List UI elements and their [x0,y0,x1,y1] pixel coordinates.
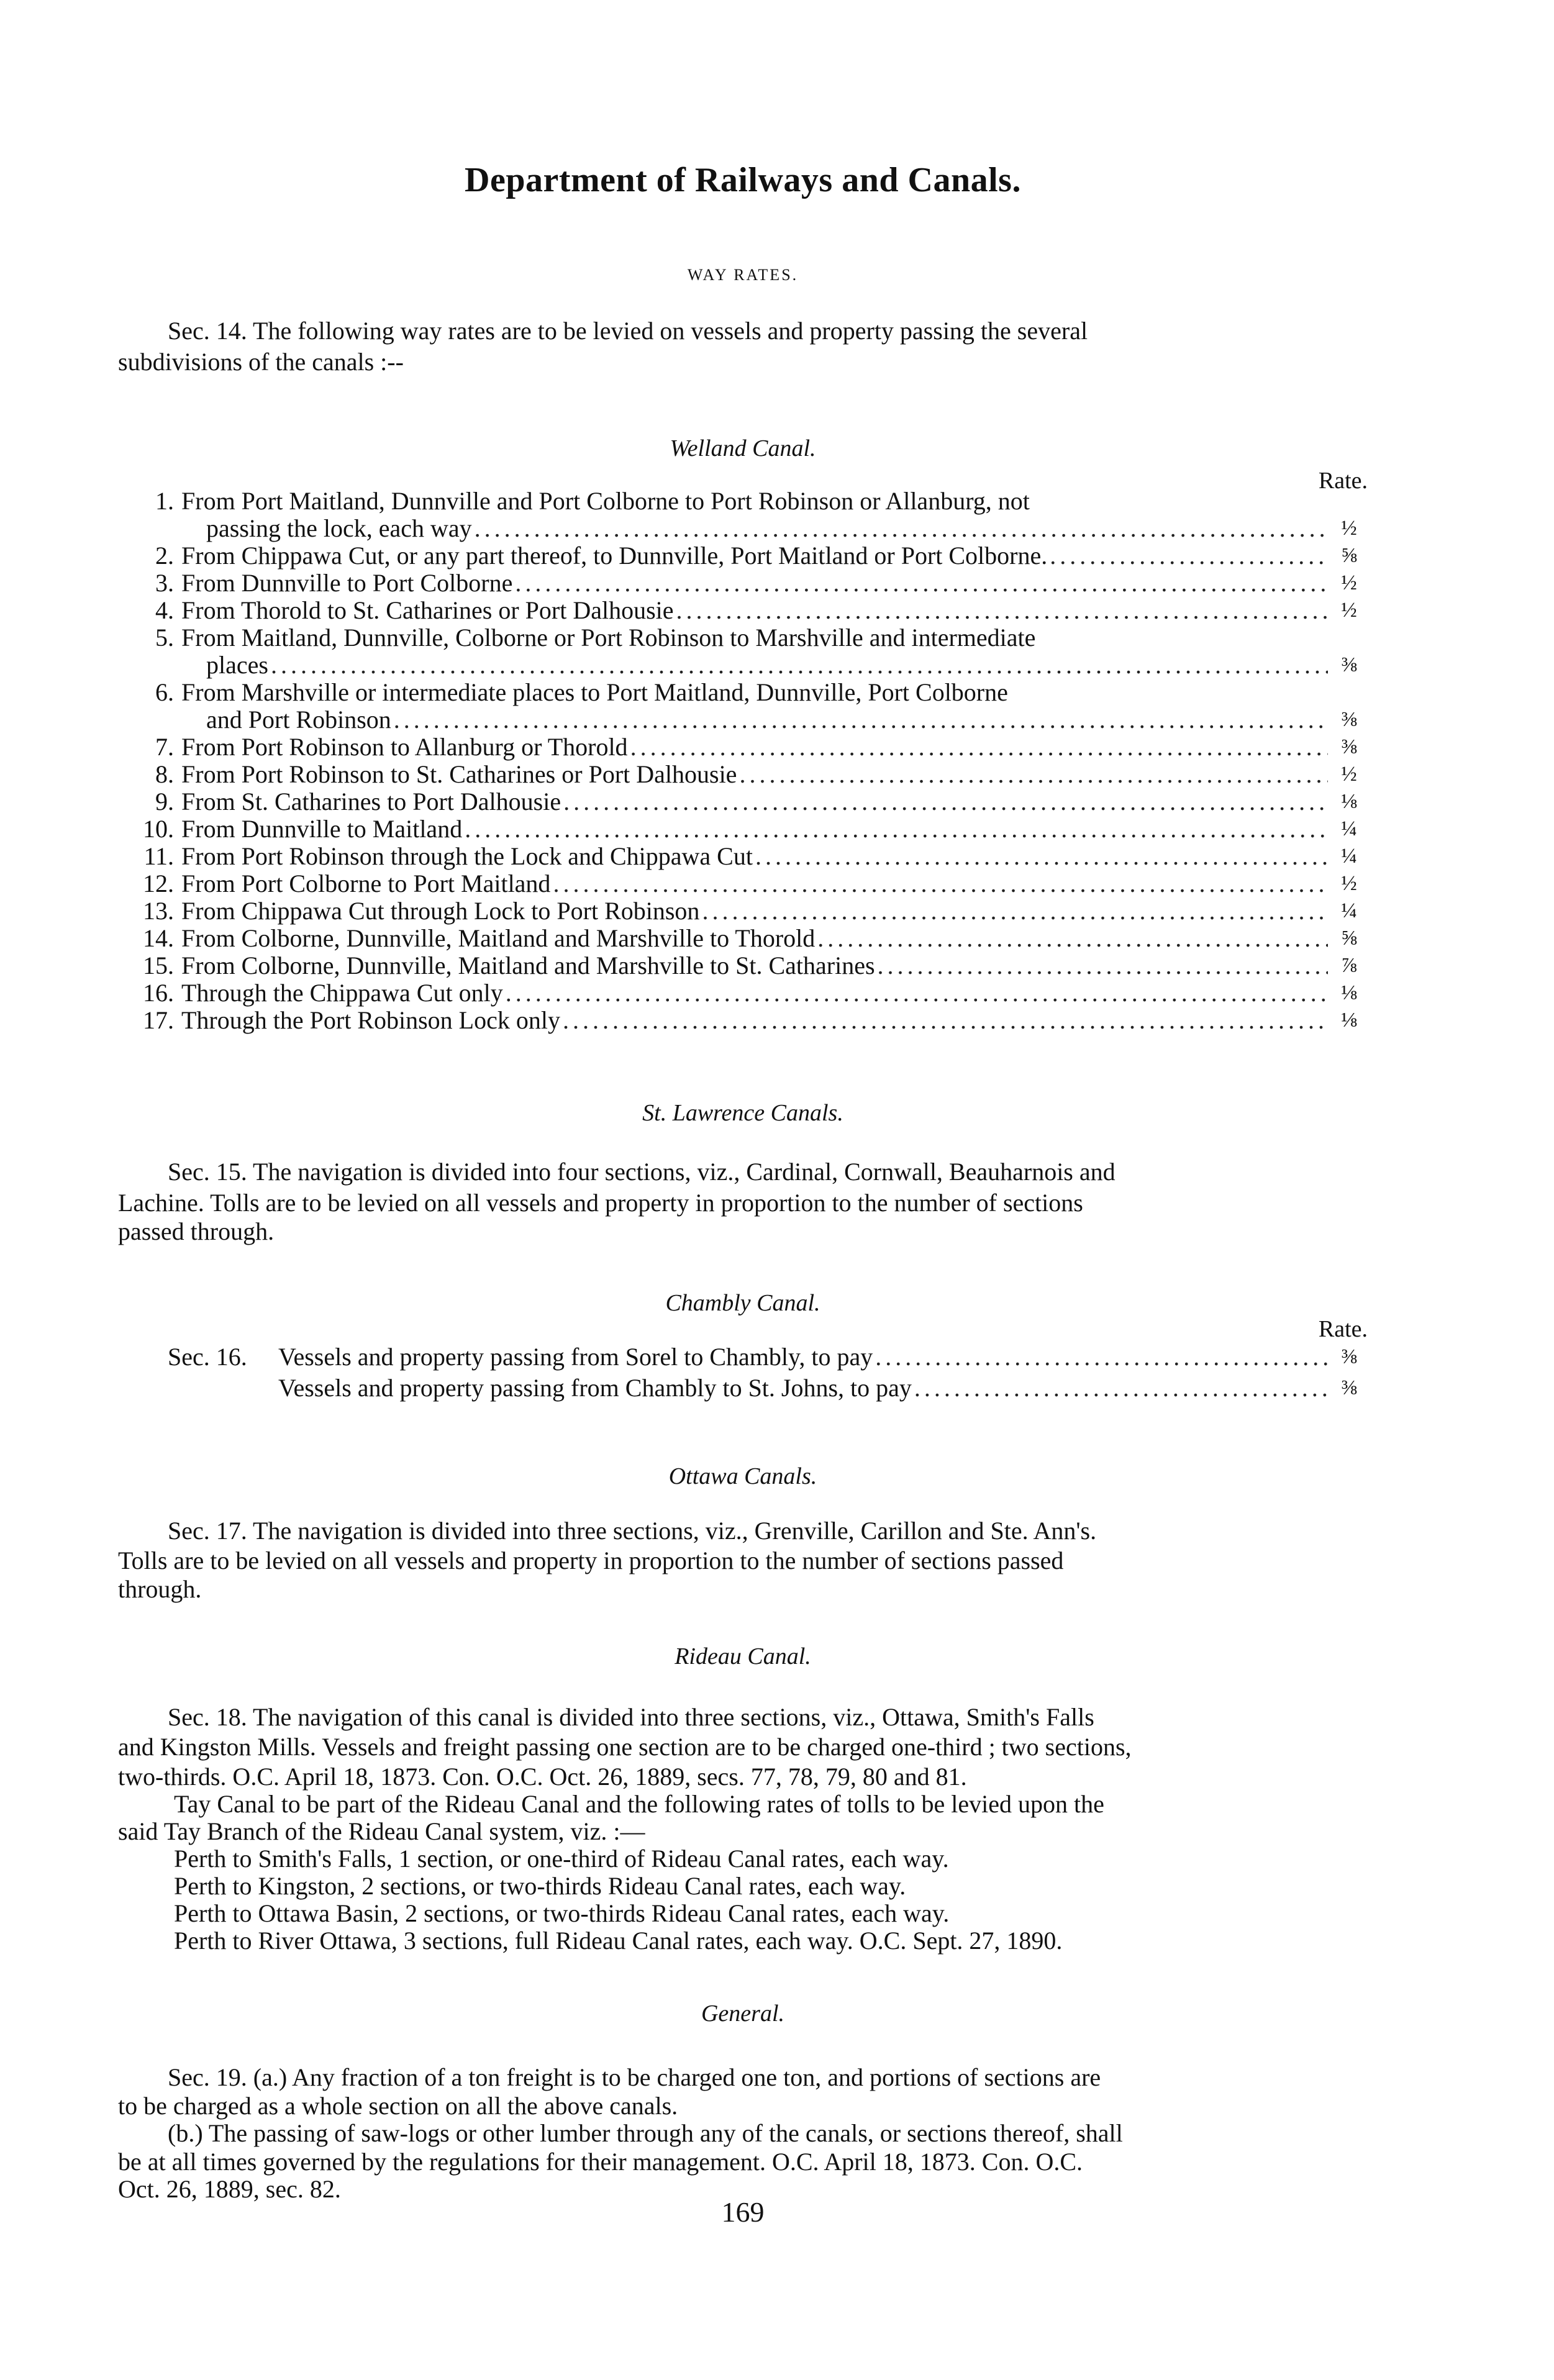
rate-row [118,870,1368,897]
rate-row-continuation [118,706,1368,734]
row-number: 17. [143,1006,174,1034]
row-rate: ⅝ [1341,927,1357,950]
row-number: 10. [143,815,174,843]
rate-row [118,843,1368,870]
row-text: Through the Port Robinson Lock only [181,1006,560,1034]
ottawa-line-1: Sec. 17. The navigation is divided into three sections, viz., Grenville, Carillon and Ste. Ann's. [168,1517,1097,1545]
rate-row-continuation [118,515,1368,542]
row-text: Through the Chippawa Cut only [181,979,503,1007]
rideau-line-6: Perth to Smith's Falls, 1 section, or one-third of Rideau Canal rates, each way. [174,1845,949,1873]
stlawrence-line-3: passed through. [118,1217,275,1245]
rate-row [118,897,1368,925]
general-line-4: be at all times governed by the regulations for their management. O.C. April 18, 1873. Con. O.C. [118,2148,1083,2176]
row-text: From Maitland, Dunnville, Colborne or Port Robinson to Marshville and intermediate [181,624,1036,652]
row-number: 9. [155,788,174,815]
row-text: From Chippawa Cut, or any part thereof, to Dunnville, Port Maitland or Port Colborne. [181,542,1048,570]
leader-dots [755,843,1328,870]
sec14-line-2: subdivisions of the canals :-- [118,348,404,376]
leader-dots [878,952,1328,979]
leader-dots [817,925,1328,952]
rideau-line-9: Perth to River Ottawa, 3 sections, full Rideau Canal rates, each way. O.C. Sept. 27, 1890. [174,1927,1063,1955]
row-text: From Dunnville to Maitland [181,815,463,843]
general-line-3: (b.) The passing of saw-logs or other lumber through any of the canals, or sections thereof, shall [168,2119,1123,2147]
row-number: 6. [155,678,174,706]
rate-row [118,815,1368,843]
leader-dots [271,652,1328,679]
row-number: 8. [155,760,174,788]
rate-row [118,679,1368,706]
leader-dots [553,870,1328,897]
welland-heading: Welland Canal. [670,435,816,461]
rideau-heading: Rideau Canal. [675,1643,811,1669]
welland-rate-label: Rate. [1318,468,1368,494]
row-rate: ⅜ [1341,653,1357,676]
sec14-line-1: Sec. 14. The following way rates are to be levied on vessels and property passing the several [168,317,1088,345]
row-rate: ½ [1341,763,1357,786]
row-text-continuation: places [206,651,268,679]
leader-dots [1050,542,1328,570]
leader-dots [702,897,1328,925]
row-text: From Port Maitland, Dunnville and Port Colborne to Port Robinson or Allanburg, not [181,487,1030,515]
row-number: 4. [155,596,174,624]
row-rate: ⅛ [1341,981,1357,1004]
welland-rates-list [118,488,1368,1034]
row-rate: ½ [1341,599,1357,622]
leader-dots [515,570,1328,597]
row-rate: ⅝ [1341,544,1357,567]
leader-dots [475,515,1328,542]
rate-row [118,1342,1368,1373]
chambly-rate-label: Rate. [1318,1316,1368,1342]
rate-row [118,597,1368,624]
leader-dots [914,1373,1328,1404]
row-rate: ¼ [1341,817,1357,840]
leader-dots [563,1007,1328,1034]
row-rate: ⅜ [1341,1345,1357,1368]
row-rate: ⅛ [1341,1009,1357,1032]
section-subtitle: WAY RATES. [687,266,799,284]
chambly-rates-list [118,1342,1368,1404]
rate-row [118,624,1368,652]
row-number: 16. [143,979,174,1007]
row-rate: ½ [1341,571,1357,594]
general-heading: General. [701,2001,785,2027]
rate-row [118,925,1368,952]
rideau-line-3: two-thirds. O.C. April 18, 1873. Con. O.C. Oct. 26, 1889, secs. 77, 78, 79, 80 and 81. [118,1763,967,1791]
row-text: From Dunnville to Port Colborne [181,569,513,597]
leader-dots [676,597,1328,624]
row-number: 5. [155,624,174,652]
page-title: Department of Railways and Canals. [465,161,1021,199]
page-number: 169 [721,2196,765,2228]
ottawa-line-2: Tolls are to be levied on all vessels and property in proportion to the number of sections passed [118,1547,1064,1574]
row-text: From Port Colborne to Port Maitland [181,870,551,897]
row-rate: ½ [1341,872,1357,895]
row-text-continuation: passing the lock, each way [206,514,472,542]
leader-dots [630,734,1328,761]
rate-row [118,979,1368,1007]
row-rate: ⅜ [1341,735,1357,758]
row-rate: ½ [1341,517,1357,540]
rate-row [118,952,1368,979]
row-number: 3. [155,569,174,597]
row-text: From Colborne, Dunnville, Maitland and Marshville to St. Catharines [181,952,875,979]
chambly-heading: Chambly Canal. [665,1290,820,1316]
rate-row-continuation [118,652,1368,679]
leader-dots [563,788,1328,815]
rate-row [118,542,1368,570]
rate-row [118,570,1368,597]
stlawrence-line-2: Lachine. Tolls are to be levied on all vessels and property in proportion to the number of sections [118,1189,1083,1217]
row-number: 11. [143,842,174,870]
ottawa-line-3: through. [118,1575,202,1603]
rate-row [118,788,1368,815]
row-rate: ⅛ [1341,790,1357,813]
row-text: From Port Robinson to Allanburg or Thorold [181,733,628,761]
row-number: Sec. 16. [168,1343,247,1371]
row-text: From Chippawa Cut through Lock to Port Robinson [181,897,700,925]
row-rate: ⅜ [1341,1376,1357,1399]
row-rate: ⅞ [1341,954,1357,977]
row-number: 2. [155,542,174,570]
general-line-5: Oct. 26, 1889, sec. 82. [118,2175,341,2203]
row-text: Vessels and property passing from Chambly to St. Johns, to pay [278,1374,912,1402]
row-text: From Marshville or intermediate places to Port Maitland, Dunnville, Port Colborne [181,678,1008,706]
row-text: From Port Robinson to St. Catharines or Port Dalhousie [181,760,737,788]
general-line-1: Sec. 19. (a.) Any fraction of a ton freight is to be charged one ton, and portions of sections are [168,2063,1101,2091]
row-rate: ¼ [1341,899,1357,922]
row-rate: ⅜ [1341,708,1357,731]
row-text: Vessels and property passing from Sorel to Chambly, to pay [278,1343,873,1371]
stlawrence-line-1: Sec. 15. The navigation is divided into four sections, viz., Cardinal, Cornwall, Beauharnois and [168,1158,1116,1186]
ottawa-heading: Ottawa Canals. [668,1463,817,1489]
rate-row [118,488,1368,515]
rate-row [118,734,1368,761]
rate-row [118,761,1368,788]
row-text: From Port Robinson through the Lock and Chippawa Cut [181,842,753,870]
leader-dots [739,761,1328,788]
row-number: 7. [155,733,174,761]
rate-row [118,1007,1368,1034]
rate-row [118,1373,1368,1404]
rideau-line-1: Sec. 18. The navigation of this canal is divided into three sections, viz., Ottawa, Smith's Falls [168,1703,1094,1731]
general-line-2: to be charged as a whole section on all the above canals. [118,2092,678,2120]
row-rate: ¼ [1341,845,1357,868]
stlawrence-heading: St. Lawrence Canals. [642,1100,843,1126]
row-number: 15. [143,952,174,979]
leader-dots [394,706,1328,734]
rideau-line-4: Tay Canal to be part of the Rideau Canal and the following rates of tolls to be levied upon the [174,1790,1104,1818]
row-text: From Thorold to St. Catharines or Port Dalhousie [181,596,674,624]
row-text-continuation: and Port Robinson [206,706,391,734]
row-text: From St. Catharines to Port Dalhousie [181,788,561,815]
row-text: From Colborne, Dunnville, Maitland and Marshville to Thorold [181,924,816,952]
row-number: 1. [155,487,174,515]
leader-dots [875,1342,1328,1373]
rideau-line-8: Perth to Ottawa Basin, 2 sections, or two-thirds Rideau Canal rates, each way. [174,1899,950,1927]
rideau-line-5: said Tay Branch of the Rideau Canal system, viz. :— [118,1817,645,1845]
rideau-line-7: Perth to Kingston, 2 sections, or two-thirds Rideau Canal rates, each way. [174,1872,906,1900]
rideau-line-2: and Kingston Mills. Vessels and freight passing one section are to be charged one-third ; two sections, [118,1733,1132,1761]
leader-dots [506,979,1328,1007]
row-number: 13. [143,897,174,925]
leader-dots [465,815,1328,843]
row-number: 12. [143,870,174,897]
row-number: 14. [143,924,174,952]
